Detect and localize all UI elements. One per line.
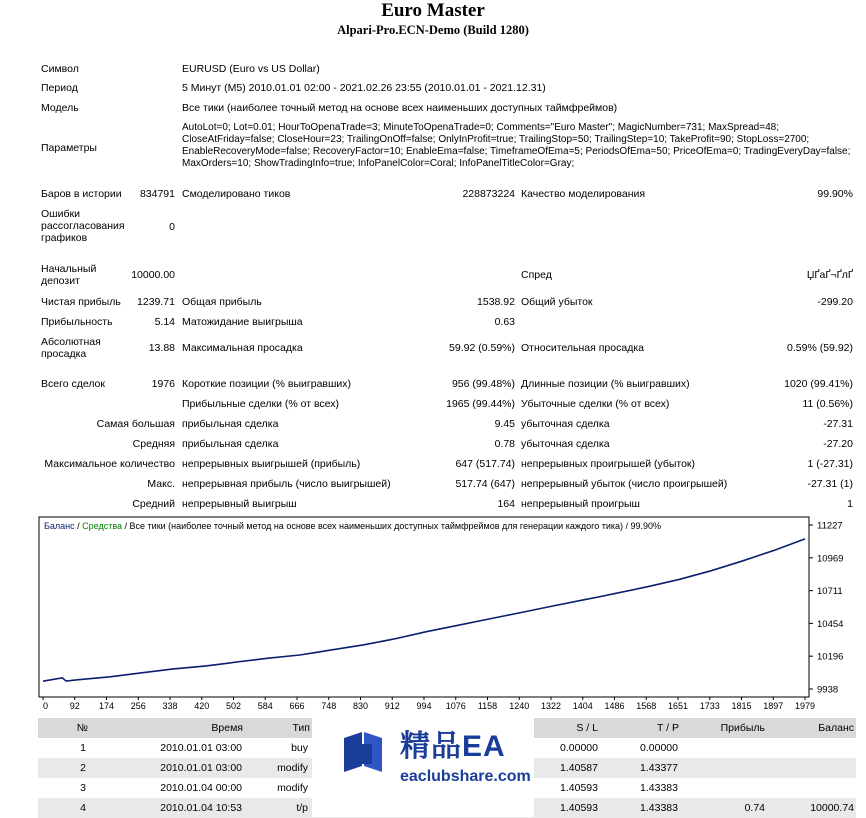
short-value: 956 (99.48%)	[451, 378, 515, 390]
largest-profit-label: прибыльная сделка	[182, 418, 279, 430]
largest-loss-label: убыточная сделка	[521, 418, 610, 430]
largest-label: Самая большая	[96, 418, 175, 430]
table-cell: 0.00000	[560, 742, 598, 754]
avg-loss-value: 1	[847, 498, 853, 510]
x-tick-label: 174	[98, 701, 115, 711]
watermark-url: eaclubshare.com	[400, 768, 531, 785]
table-cell: 2010.01.01 03:00	[160, 762, 242, 774]
gross-loss-value: -299.20	[817, 296, 853, 308]
avg-loss-label: непрерывный проигрыш	[521, 498, 640, 510]
pf-value: 5.14	[154, 316, 175, 328]
table-cell: modify	[277, 782, 308, 794]
symbol-label: Символ	[41, 63, 79, 75]
table-cell: t/p	[296, 802, 308, 814]
y-tick-label: 10196	[817, 651, 844, 663]
y-tick-label: 10969	[817, 553, 844, 565]
abs-dd-label: Абсолютная просадка	[41, 336, 101, 360]
spread-label: Спред	[521, 269, 552, 281]
max-dd-label: Максимальная просадка	[182, 342, 303, 354]
consec-loss-value: -27.31 (1)	[807, 478, 853, 490]
rel-dd-label: Относительная просадка	[521, 342, 644, 354]
rel-dd-value: 0.59% (59.92)	[787, 342, 853, 354]
total-value: 1976	[151, 378, 175, 390]
profit-trades-label: Прибыльные сделки (% от всех)	[182, 398, 340, 410]
x-tick-label: 748	[321, 701, 337, 711]
table-cell: modify	[277, 762, 308, 774]
legend-rest: / Все тики (наиболее точный метод на основе всех наименьших доступных таймфреймов для генерации каждого тика) / 99.90%	[122, 521, 662, 531]
gross-profit-label: Общая прибыль	[182, 296, 262, 308]
pf-label: Прибыльность	[41, 316, 113, 328]
max-label: Макс.	[147, 478, 175, 490]
table-cell: buy	[291, 742, 308, 754]
table-cell: 1.40587	[560, 762, 598, 774]
net-label: Чистая прибыль	[41, 296, 121, 308]
x-tick-label: 1076	[445, 701, 466, 711]
average-profit-label: прибыльная сделка	[182, 438, 279, 450]
balance-chart	[38, 516, 862, 711]
header-cell: Тип	[292, 722, 310, 734]
x-tick-label: 584	[257, 701, 273, 711]
max-count-label: Максимальное количество	[44, 458, 175, 470]
x-tick-label: 1651	[667, 701, 689, 711]
avg2-label: Средний	[132, 498, 175, 510]
report-title: Euro Master	[381, 0, 485, 21]
y-axis-ticks	[809, 521, 843, 696]
avg-win-value: 164	[497, 498, 515, 510]
x-tick-label: 666	[289, 701, 305, 711]
params-value: AutoLot=0; Lot=0.01; HourToOpenaTrade=3; MinuteToOpenaTrade=0; Comments="Euro Master"; MagicNumber=731; MaxSpread=48; CloseAtFriday=false; CloseHour=23; TrailingOnOff=false; OnlyInProfit=true; TrailingStop=50; TrailingStep=10; TakeProfit=90; StopLoss=2700; EnableRecoveryMode=false; RecoveryFactor=10; EnableEma=false; TimeframeOfEma=5; PeriodsOfEma=50; PriceOfEma=0; TradingEveryDay=false; MaxOrders=10; ShowTradingInfo=true; InfoPanelColor=Coral; InfoPanelTitleColor=Gray;	[182, 122, 851, 169]
ticks-label: Смоделировано тиков	[182, 188, 291, 200]
x-tick-label: 830	[352, 701, 369, 711]
bars-label: Баров в истории	[41, 188, 122, 200]
y-tick-label: 9938	[817, 684, 839, 696]
largest-loss-value: -27.31	[823, 418, 853, 430]
consec-wins-label: непрерывных выигрышей (прибыль)	[182, 458, 361, 470]
table-cell: 2010.01.04 10:53	[160, 802, 242, 814]
plot-area	[39, 517, 809, 697]
x-tick-label: 994	[416, 701, 432, 711]
average-loss-label: убыточная сделка	[521, 438, 610, 450]
model-label: Модель	[41, 102, 79, 114]
x-tick-label: 1404	[572, 701, 593, 711]
profit-trades-value: 1965 (99.44%)	[446, 398, 515, 410]
gross-loss-label: Общий убыток	[521, 296, 593, 308]
params-label: Параметры	[41, 142, 97, 154]
consec-losses-value: 1 (-27.31)	[807, 458, 853, 470]
table-cell: 3	[80, 782, 86, 794]
quality-label: Качество моделирования	[521, 188, 646, 200]
total-label: Всего сделок	[41, 378, 105, 390]
model-value: Все тики (наиболее точный метод на основе всех наименьших доступных таймфреймов)	[182, 102, 618, 114]
consec-losses-label: непрерывных проигрышей (убыток)	[521, 458, 696, 470]
table-cell: 4	[80, 802, 86, 814]
x-tick-label: 338	[162, 701, 178, 711]
table-cell: 2010.01.04 00:00	[160, 782, 242, 794]
x-tick-label: 1568	[636, 701, 657, 711]
x-tick-label: 1897	[763, 701, 784, 711]
chart-svg	[38, 516, 862, 711]
x-tick-label: 256	[130, 701, 146, 711]
x-tick-label: 1979	[794, 701, 816, 711]
report-subtitle: Alpari-Pro.ECN-Demo (Build 1280)	[337, 23, 529, 37]
table-cell: 2	[80, 762, 86, 774]
table-cell: 0.00000	[640, 742, 678, 754]
table-cell: 0.74	[744, 802, 765, 814]
ticks-value: 228873224	[462, 188, 515, 200]
header-cell: Прибыль	[720, 722, 765, 734]
watermark	[312, 716, 534, 817]
spread-value: ЏҐаҐ¬ҐлҐ	[806, 269, 853, 281]
x-tick-label: 1240	[509, 701, 530, 711]
expected-label: Матожидание выигрыша	[182, 316, 303, 328]
errors-label: Ошибки рассогласования графиков	[41, 208, 125, 244]
net-value: 1239.71	[137, 296, 175, 308]
long-label: Длинные позиции (% выигравших)	[521, 378, 690, 390]
x-tick-label: 1815	[731, 701, 752, 711]
legend-balance: Баланс	[44, 521, 75, 531]
book-logo-icon	[340, 730, 386, 774]
short-label: Короткие позиции (% выигравших)	[182, 378, 352, 390]
table-cell: 1	[80, 742, 86, 754]
expected-value: 0.63	[494, 316, 515, 328]
average-label: Средняя	[132, 438, 175, 450]
loss-trades-label: Убыточные сделки (% от всех)	[521, 398, 670, 410]
x-tick-label: 1322	[540, 701, 562, 711]
deposit-label: Начальный депозит	[41, 263, 97, 287]
header-cell: T / P	[657, 722, 679, 734]
legend-sep: /	[74, 521, 83, 531]
table-cell: 1.43377	[640, 762, 678, 774]
header-cell: Баланс	[818, 722, 854, 734]
deposit-value: 10000.00	[131, 269, 175, 281]
table-cell: 1.40593	[560, 782, 598, 794]
x-tick-label: 0	[43, 701, 49, 711]
x-tick-label: 1733	[699, 701, 720, 711]
period-label: Период	[41, 82, 78, 94]
legend-equity: Средства	[82, 521, 123, 531]
x-tick-label: 92	[69, 701, 80, 711]
quality-value: 99.90%	[817, 188, 853, 200]
y-tick-label: 10711	[817, 586, 843, 598]
chart-legend	[44, 521, 661, 532]
symbol-value: EURUSD (Euro vs US Dollar)	[182, 63, 320, 75]
y-tick-label: 11227	[817, 520, 843, 532]
table-cell: 2010.01.01 03:00	[160, 742, 242, 754]
long-value: 1020 (99.41%)	[784, 378, 853, 390]
average-profit-value: 0.78	[494, 438, 515, 450]
x-tick-label: 1158	[477, 701, 498, 711]
header-cell: №	[76, 722, 88, 734]
max-dd-value: 59.92 (0.59%)	[449, 342, 515, 354]
gross-profit-value: 1538.92	[477, 296, 515, 308]
x-tick-label: 420	[194, 701, 210, 711]
x-axis-ticks	[43, 697, 815, 711]
x-tick-label: 502	[225, 701, 242, 711]
average-loss-value: -27.20	[823, 438, 853, 450]
avg-win-label: непрерывный выигрыш	[182, 498, 297, 510]
errors-value: 0	[169, 221, 175, 233]
header-cell: S / L	[576, 722, 598, 734]
x-tick-label: 912	[384, 701, 400, 711]
bars-value: 834791	[139, 188, 175, 200]
table-cell: 1.43383	[640, 802, 678, 814]
consec-profit-label: непрерывная прибыль (число выигрышей)	[182, 478, 391, 490]
largest-profit-value: 9.45	[494, 418, 515, 430]
consec-loss-label: непрерывный убыток (число проигрышей)	[521, 478, 728, 490]
table-cell: 1.43383	[640, 782, 678, 794]
x-tick-label: 1486	[604, 701, 625, 711]
table-cell: 10000.74	[810, 802, 854, 814]
header-cell: Время	[211, 722, 243, 734]
abs-dd-value: 13.88	[148, 342, 175, 354]
period-value: 5 Минут (M5) 2010.01.01 02:00 - 2021.02.26 23:55 (2010.01.01 - 2021.12.31)	[182, 82, 546, 94]
watermark-cn: 精品EA	[400, 730, 506, 763]
loss-trades-value: 11 (0.56%)	[802, 398, 853, 410]
table-cell: 1.40593	[560, 802, 598, 814]
consec-wins-value: 647 (517.74)	[455, 458, 515, 470]
consec-profit-value: 517.74 (647)	[455, 478, 515, 490]
y-tick-label: 10454	[817, 618, 844, 630]
